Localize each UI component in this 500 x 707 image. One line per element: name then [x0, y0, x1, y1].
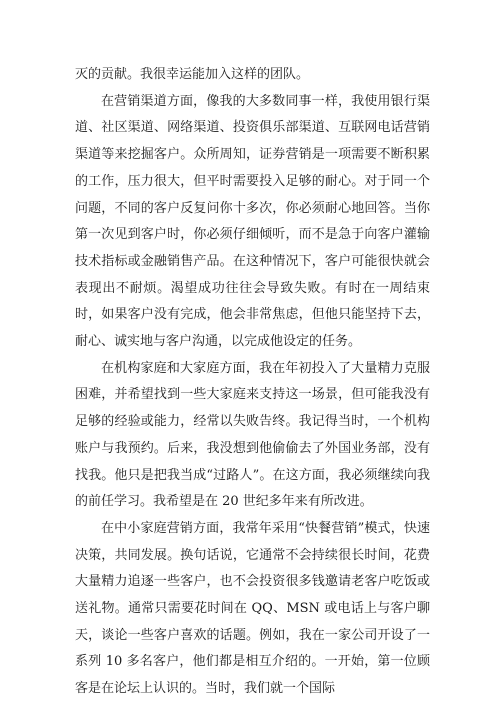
paragraph-marketing-channels: 在营销渠道方面，像我的大多数同事一样，我使用银行渠道、社区渠道、网络渠道、投资俱乐部渠道、互联网电话营销渠道等来挖掘客户。众所周知，证券营销是一项需要不断积累的工作，压力很大，但平时需要投入足够的耐心。对于同一个问题，不同的客户反复问你十多次，你必须耐心地回答。当你第一次见到客户时，你必须仔细倾听，而不是急于向客户灌输技术指标或金融销售产品。在这种情况下，客户可能很快就会表现出不耐烦。渴望成功往往会导致失败。有时在一周结束时，如果客户没有完成，他会非常焦虑，但他只能坚持下去，耐心、诚实地与客户沟通，以完成他设定的任务。	[75, 93, 430, 350]
paragraph-institutional-clients: 在机构家庭和大家庭方面，我在年初投入了大量精力克服困难，并希望找到一些大家庭来支持这一场景，但可能我没有足够的经验或能力，经常以失败告终。我记得当时，一个机构账户与我预约。后来，我没想到他偷偷去了外国业务部，没有找我。他只是把我当成“过路人”。在这方面，我必须继续向我的前任学习。我希望是在 20 世纪多年来有所改进。	[75, 360, 430, 510]
paragraph-small-medium-clients: 在中小家庭营销方面，我常年采用“快餐营销”模式，快速决策，共同发展。换句话说，它通常不会持续很长时间，花费大量精力追逐一些客户，也不会投资很多钱邀请老客户吃饭或送礼物。通常只需要花时间在 QQ、MSN 或电话上与客户聊天，谈论一些客户喜欢的话题。例如，我在一家公司开设了一系列 10 多名客户，他们都是相互介绍的。一开始，第一位顾客是在论坛上认识的。当时，我们就一个国际	[75, 520, 430, 697]
document-body	[75, 62, 430, 703]
paragraph-continuation: 灭的贡献。我很幸运能加入这样的团队。	[75, 67, 310, 82]
